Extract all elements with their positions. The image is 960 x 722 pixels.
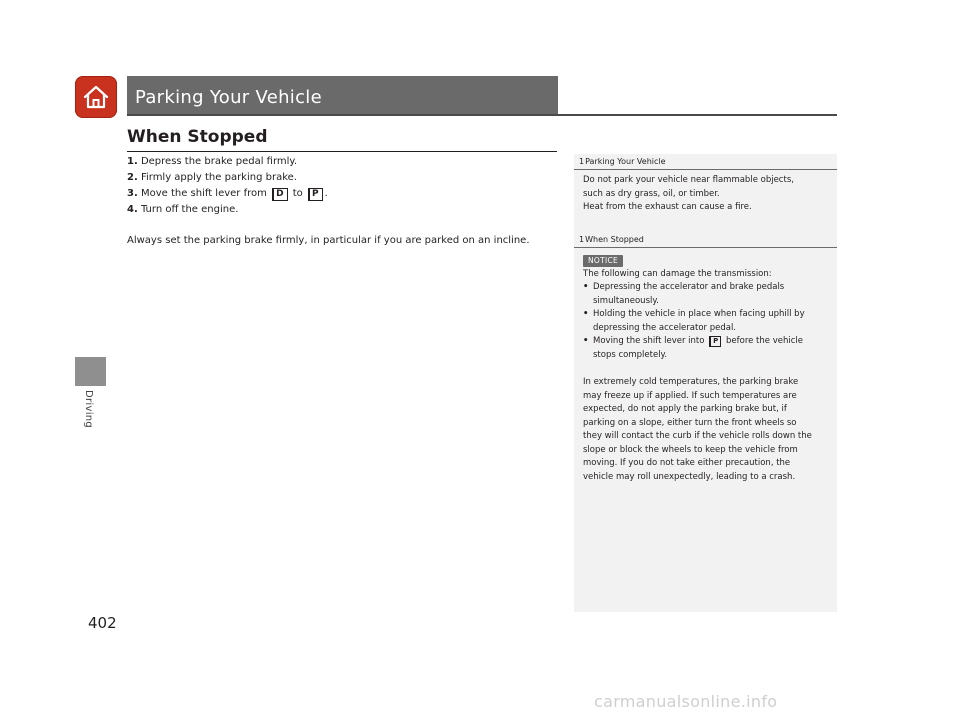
chapter-tab[interactable] bbox=[75, 357, 106, 386]
title-divider bbox=[127, 114, 837, 116]
bullet-text: simultaneously. bbox=[593, 295, 659, 306]
parking-brake-paragraph: Always set the parking brake firmly, in particular if you are parked on an incline. bbox=[127, 235, 530, 246]
notice-bullet bbox=[583, 335, 833, 362]
step-text: . bbox=[324, 188, 328, 199]
bullet-text: Holding the vehicle in place when facing uphill by bbox=[593, 309, 805, 319]
chapter-label: Driving bbox=[83, 390, 94, 429]
reference-marker: 1 bbox=[579, 157, 585, 166]
step-4 bbox=[127, 203, 238, 217]
step-number: 4. bbox=[127, 204, 138, 215]
note-line: they will contact the curb if the vehicle rolls down the bbox=[583, 431, 812, 441]
notice-bullet bbox=[583, 281, 833, 308]
gear-key-d: D bbox=[272, 188, 287, 201]
step-text: Turn off the engine. bbox=[140, 204, 239, 215]
step-2 bbox=[127, 171, 297, 185]
notice-badge: NOTICE bbox=[583, 255, 623, 267]
watermark: carmanualsonline.info bbox=[594, 692, 778, 711]
step-1 bbox=[127, 155, 297, 169]
bullet-dot: • bbox=[583, 309, 589, 319]
step-number: 3. bbox=[127, 188, 138, 199]
step-text: to bbox=[292, 188, 303, 199]
note-line: Do not park your vehicle near flammable objects, bbox=[583, 175, 794, 185]
bullet-text: Depressing the accelerator and brake pedals bbox=[593, 282, 785, 292]
home-button[interactable] bbox=[75, 76, 117, 118]
step-number: 1. bbox=[127, 156, 138, 167]
gear-key-p: P bbox=[308, 188, 323, 201]
step-text: Depress the brake pedal firmly. bbox=[140, 156, 298, 167]
note-line: moving. If you do not take either precaution, the bbox=[583, 458, 791, 468]
step-number: 2. bbox=[127, 172, 138, 183]
note-line: may freeze up if applied. If such temperatures are bbox=[583, 390, 797, 401]
bullet-text: depressing the accelerator pedal. bbox=[593, 322, 737, 333]
bullet-text-part: Moving the shift lever into bbox=[593, 336, 705, 346]
note-title[interactable] bbox=[579, 235, 644, 244]
title-bar bbox=[127, 76, 558, 114]
note-title[interactable] bbox=[579, 157, 666, 166]
bullet-dot: • bbox=[583, 282, 589, 292]
note-line: In extremely cold temperatures, the parking brake bbox=[583, 377, 799, 387]
notice-intro: The following can damage the transmission: bbox=[583, 269, 772, 279]
step-3 bbox=[127, 187, 328, 201]
reference-marker: 1 bbox=[579, 235, 585, 244]
note-line: such as dry grass, oil, or timber. bbox=[583, 188, 720, 199]
section-heading: When Stopped bbox=[127, 127, 268, 147]
page-title: Parking Your Vehicle bbox=[135, 87, 322, 108]
step-text: Firmly apply the parking brake. bbox=[140, 172, 297, 183]
gear-key-p: P bbox=[709, 336, 721, 347]
note-divider bbox=[574, 169, 837, 170]
note-line: slope or block the wheels to keep the vehicle from bbox=[583, 444, 798, 455]
home-icon bbox=[81, 82, 111, 112]
step-text: Move the shift lever from bbox=[140, 188, 267, 199]
note-line: vehicle may roll unexpectedly, leading to a crash. bbox=[583, 471, 796, 482]
note-line: expected, do not apply the parking brake but, if bbox=[583, 404, 787, 414]
page-number: 402 bbox=[88, 614, 117, 632]
bullet-text: stops completely. bbox=[593, 349, 668, 360]
section-divider bbox=[127, 151, 557, 152]
note-body bbox=[583, 174, 831, 215]
note-title-text: When Stopped bbox=[585, 235, 644, 244]
bullet-text-part: before the vehicle bbox=[726, 336, 803, 346]
cold-weather-paragraph bbox=[583, 376, 831, 484]
note-line: Heat from the exhaust can cause a fire. bbox=[583, 202, 752, 212]
note-line: parking on a slope, either turn the front wheels so bbox=[583, 417, 797, 428]
note-divider bbox=[574, 247, 837, 248]
bullet-text bbox=[583, 335, 833, 349]
notice-bullet bbox=[583, 308, 833, 335]
bullet-dot: • bbox=[583, 336, 589, 346]
note-title-text: Parking Your Vehicle bbox=[585, 157, 666, 166]
